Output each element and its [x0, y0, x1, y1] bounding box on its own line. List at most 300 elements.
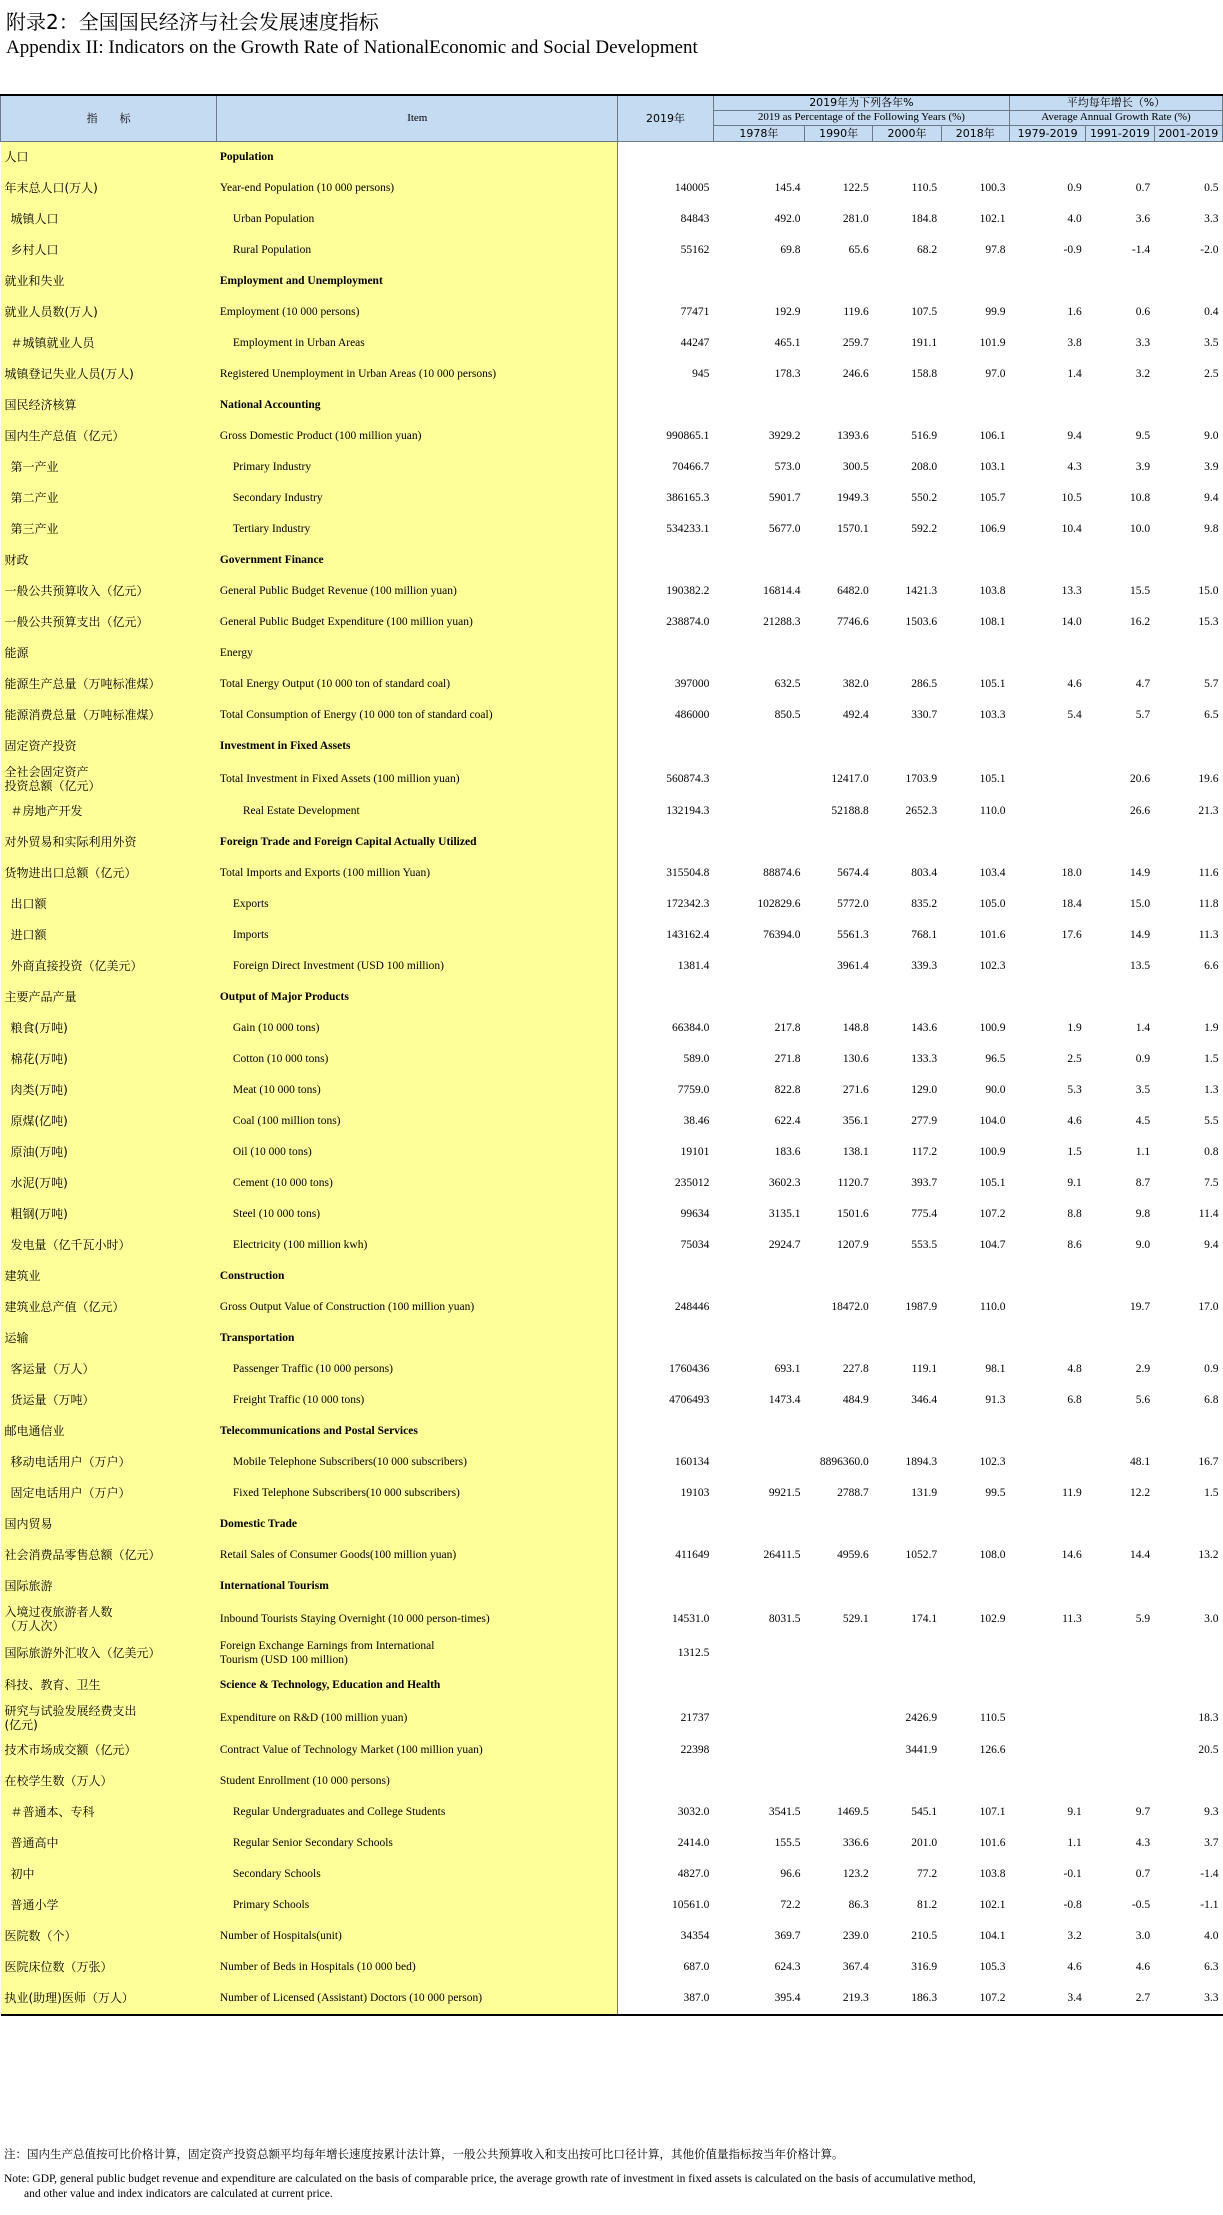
- indicator-en: Total Imports and Exports (100 million Yuan): [217, 858, 618, 889]
- value-cell: 1.1: [1067, 1837, 1082, 1849]
- value-cell: 70466.7: [672, 461, 710, 473]
- value-cell: 3.9: [1204, 461, 1219, 473]
- value-cell: 217.8: [774, 1022, 801, 1034]
- value-cell: 148.8: [842, 1022, 869, 1034]
- value-cell: 1.4: [1067, 368, 1082, 380]
- indicator-en: Telecommunications and Postal Services: [217, 1416, 618, 1447]
- value-cell: [1009, 796, 1085, 827]
- table-row: [1, 1292, 1223, 1323]
- indicator-en: Registered Unemployment in Urban Areas (10 000 persons): [217, 359, 618, 390]
- value-cell: [618, 1416, 714, 1447]
- indicator-en: General Public Budget Revenue (100 million yuan): [217, 576, 618, 607]
- value-cell: 3.0: [1204, 1612, 1219, 1625]
- value-cell: 6482.0: [837, 585, 869, 597]
- indicator-cn: 初中: [1, 1859, 217, 1890]
- value-cell: 55162: [680, 244, 710, 256]
- value-cell: 105.3: [979, 1961, 1006, 1973]
- table-row: [1, 1199, 1223, 1230]
- value-cell: 3.5: [1204, 337, 1219, 349]
- value-cell: -2.0: [1200, 244, 1219, 256]
- value-cell: 19101: [680, 1146, 710, 1158]
- value-cell: 208.0: [911, 461, 938, 473]
- table-row: [1, 1766, 1223, 1797]
- value-cell: 97.8: [985, 244, 1006, 256]
- table-row: [1, 1602, 1223, 1636]
- value-cell: 6.6: [1204, 960, 1219, 972]
- header-group2-en: Average Annual Growth Rate (%): [1009, 110, 1222, 125]
- indicator-en: Population: [217, 141, 618, 173]
- value-cell: 3929.2: [768, 430, 801, 442]
- value-cell: 16.2: [1129, 616, 1151, 628]
- value-cell: [941, 1416, 1009, 1447]
- value-cell: 192.9: [774, 306, 801, 318]
- value-cell: 4.3: [1135, 1837, 1151, 1849]
- value-cell: [873, 1323, 941, 1354]
- value-cell: 8.8: [1067, 1208, 1082, 1220]
- value-cell: 2.5: [1204, 368, 1219, 380]
- value-cell: 624.3: [774, 1961, 801, 1973]
- header-indicator-cn: 指 标: [1, 95, 217, 141]
- value-cell: 2788.7: [837, 1487, 869, 1499]
- value-cell: 132194.3: [666, 805, 710, 817]
- value-cell: 72.2: [780, 1899, 801, 1911]
- value-cell: [1009, 141, 1085, 173]
- indicator-en: Total Investment in Fixed Assets (100 million yuan): [217, 762, 618, 796]
- value-cell: [1154, 1670, 1222, 1701]
- value-cell: [713, 1571, 804, 1602]
- indicator-en: Coal (100 million tons): [217, 1106, 618, 1137]
- value-cell: 465.1: [774, 337, 801, 349]
- indicator-cn: 发电量（亿千瓦小时）: [1, 1230, 217, 1261]
- value-cell: [941, 731, 1009, 762]
- table-row: [1, 1044, 1223, 1075]
- value-cell: [873, 1509, 941, 1540]
- value-cell: 9921.5: [768, 1487, 801, 1499]
- value-cell: 589.0: [683, 1053, 710, 1065]
- value-cell: 336.6: [842, 1837, 869, 1849]
- indicator-en: Freight Traffic (10 000 tons): [217, 1385, 618, 1416]
- indicator-cn: 国际旅游外汇收入（亿美元）: [1, 1636, 217, 1670]
- value-cell: -0.5: [1131, 1899, 1151, 1911]
- value-cell: [1154, 141, 1222, 173]
- indicator-cn: 运输: [1, 1323, 217, 1354]
- table-row: [1, 1828, 1223, 1859]
- indicator-cn: 移动电话用户（万户）: [1, 1447, 217, 1478]
- value-cell: 21737: [680, 1711, 710, 1724]
- indicator-en: Mobile Telephone Subscribers(10 000 subscribers): [217, 1447, 618, 1478]
- value-cell: 126.6: [979, 1744, 1006, 1756]
- value-cell: 96.5: [985, 1053, 1006, 1065]
- value-cell: 3.0: [1135, 1930, 1151, 1942]
- value-cell: [941, 141, 1009, 173]
- note-en-line1: Note: GDP, general public budget revenue and expenditure are calculated on the basis of comparable price, the average growth rate of investment in fixed assets is calculated on the basis of accumulative method,: [4, 2173, 976, 2185]
- value-cell: [804, 1323, 872, 1354]
- value-cell: [941, 1766, 1009, 1797]
- value-cell: 316.9: [911, 1961, 938, 1973]
- value-cell: 26.6: [1129, 805, 1151, 817]
- value-cell: 286.5: [911, 678, 938, 690]
- table-row: [1, 1983, 1223, 2015]
- value-cell: [1154, 1416, 1222, 1447]
- indicator-cn: 国民经济核算: [1, 390, 217, 421]
- indicator-en: Government Finance: [217, 545, 618, 576]
- value-cell: 3602.3: [768, 1177, 801, 1189]
- indicator-en: Investment in Fixed Assets: [217, 731, 618, 762]
- value-cell: [1009, 545, 1085, 576]
- value-cell: 99.5: [985, 1487, 1006, 1499]
- value-cell: [618, 390, 714, 421]
- value-cell: [1009, 266, 1085, 297]
- value-cell: 90.0: [985, 1084, 1006, 1096]
- value-cell: [1009, 1766, 1085, 1797]
- value-cell: -1.4: [1200, 1868, 1219, 1880]
- value-cell: [1009, 1670, 1085, 1701]
- value-cell: 172342.3: [666, 898, 710, 910]
- indicator-cn: 肉类(万吨): [1, 1075, 217, 1106]
- value-cell: 160134: [674, 1456, 710, 1468]
- value-cell: 238874.0: [666, 616, 710, 628]
- value-cell: 15.0: [1129, 898, 1151, 910]
- indicator-cn: 财政: [1, 545, 217, 576]
- value-cell: 1.9: [1204, 1022, 1219, 1034]
- value-cell: 330.7: [911, 709, 938, 721]
- indicator-cn: 入境过夜旅游者人数 （万人次）: [1, 1602, 217, 1636]
- value-cell: 2426.9: [905, 1711, 938, 1724]
- value-cell: 3.3: [1204, 213, 1219, 225]
- value-cell: [941, 1509, 1009, 1540]
- value-cell: [804, 1636, 872, 1670]
- value-cell: 4.0: [1067, 213, 1082, 225]
- table-row: [1, 1670, 1223, 1701]
- value-cell: [941, 545, 1009, 576]
- value-cell: 9.8: [1135, 1208, 1151, 1220]
- table-row: [1, 731, 1223, 762]
- value-cell: 5.7: [1135, 709, 1151, 721]
- indicator-en: Real Estate Development: [217, 796, 618, 827]
- value-cell: 38.46: [683, 1115, 710, 1127]
- indicator-en: Regular Senior Secondary Schools: [217, 1828, 618, 1859]
- indicator-cn: 能源消费总量（万吨标准煤）: [1, 700, 217, 731]
- value-cell: 76394.0: [763, 929, 801, 941]
- indicator-cn: 对外贸易和实际利用外资: [1, 827, 217, 858]
- value-cell: [1154, 1766, 1222, 1797]
- value-cell: 52188.8: [831, 805, 869, 817]
- value-cell: 10.0: [1129, 523, 1151, 535]
- value-cell: 107.2: [941, 1983, 1009, 2015]
- value-cell: 10.4: [1061, 523, 1082, 535]
- value-cell: 18.3: [1198, 1711, 1219, 1724]
- value-cell: [873, 141, 941, 173]
- indicator-cn: 执业(助理)医师（万人）: [1, 1983, 217, 2015]
- indicator-en: Employment and Unemployment: [217, 266, 618, 297]
- table-row: [1, 1509, 1223, 1540]
- value-cell: 0.6: [1135, 306, 1151, 318]
- value-cell: 9.1: [1067, 1177, 1082, 1189]
- value-cell: 4.6: [1067, 1115, 1082, 1127]
- value-cell: [804, 1509, 872, 1540]
- value-cell: [1154, 1261, 1222, 1292]
- table-row: [1, 607, 1223, 638]
- header-sub-5: 1991-2019: [1086, 125, 1154, 141]
- table-row: [1, 1168, 1223, 1199]
- table-row: [1, 204, 1223, 235]
- value-cell: 14.9: [1129, 867, 1151, 879]
- value-cell: 13.5: [1129, 960, 1151, 972]
- value-cell: [618, 1509, 714, 1540]
- value-cell: 8031.5: [768, 1612, 801, 1625]
- value-cell: 10561.0: [672, 1899, 710, 1911]
- value-cell: [873, 1261, 941, 1292]
- value-cell: 11.8: [1198, 898, 1219, 910]
- value-cell: 10.8: [1129, 492, 1151, 504]
- value-cell: 492.4: [842, 709, 869, 721]
- value-cell: 9.4: [1067, 430, 1082, 442]
- value-cell: 107.2: [979, 1208, 1006, 1220]
- value-cell: 103.1: [979, 461, 1006, 473]
- value-cell: 1.1: [1135, 1146, 1151, 1158]
- value-cell: [713, 1701, 804, 1735]
- value-cell: [1154, 827, 1222, 858]
- value-cell: [713, 827, 804, 858]
- table-row: [1, 762, 1223, 796]
- table-row: [1, 1137, 1223, 1168]
- indicator-en: Number of Beds in Hospitals (10 000 bed): [217, 1952, 618, 1983]
- indicator-cn: 普通高中: [1, 1828, 217, 1859]
- value-cell: 1421.3: [905, 585, 938, 597]
- value-cell: 104.1: [979, 1930, 1006, 1942]
- table-row: [1, 827, 1223, 858]
- indicator-en: Employment in Urban Areas: [217, 328, 618, 359]
- value-cell: [618, 1323, 714, 1354]
- value-cell: [1009, 1323, 1085, 1354]
- value-cell: -0.1: [1063, 1868, 1082, 1880]
- value-cell: [804, 545, 872, 576]
- value-cell: 850.5: [774, 709, 801, 721]
- value-cell: 768.1: [911, 929, 938, 941]
- value-cell: 0.7: [1135, 1868, 1151, 1880]
- value-cell: 106.1: [979, 430, 1006, 442]
- value-cell: 11.4: [1198, 1208, 1219, 1220]
- value-cell: 122.5: [842, 182, 869, 194]
- value-cell: [804, 141, 872, 173]
- value-cell: 1760436: [669, 1363, 710, 1375]
- value-cell: 102.3: [979, 960, 1006, 972]
- value-cell: [804, 638, 872, 669]
- value-cell: 271.8: [774, 1053, 801, 1065]
- value-cell: 1.5: [1204, 1053, 1219, 1065]
- value-cell: 107.5: [911, 306, 938, 318]
- value-cell: 5561.3: [837, 929, 869, 941]
- value-cell: 97.0: [985, 368, 1006, 380]
- value-cell: 1469.5: [837, 1806, 869, 1818]
- table-row: [1, 1106, 1223, 1137]
- indicator-en: Steel (10 000 tons): [217, 1199, 618, 1230]
- value-cell: [713, 545, 804, 576]
- note-cn: 注：国内生产总值按可比价格计算，固定资产投资总额平均每年增长速度按累计法计算，一般公共预算收入和支出按可比口径计算，其他价值量指标按当年价格计算。: [4, 2147, 844, 2161]
- value-cell: 369.7: [774, 1930, 801, 1942]
- table-row: [1, 1261, 1223, 1292]
- value-cell: 104.0: [979, 1115, 1006, 1127]
- value-cell: [941, 1636, 1009, 1670]
- value-cell: 277.9: [911, 1115, 938, 1127]
- value-cell: [941, 1261, 1009, 1292]
- value-cell: [804, 1416, 872, 1447]
- indicator-cn: 城镇登记失业人员(万人): [1, 359, 217, 390]
- indicator-en: Primary Schools: [217, 1890, 618, 1921]
- table-row: [1, 545, 1223, 576]
- value-cell: [1009, 1292, 1085, 1323]
- value-cell: 103.4: [979, 867, 1006, 879]
- indicator-en: Exports: [217, 889, 618, 920]
- value-cell: 11.9: [1062, 1487, 1082, 1499]
- value-cell: 4827.0: [677, 1868, 710, 1880]
- value-cell: 1120.7: [837, 1177, 869, 1189]
- value-cell: 3.2: [1135, 368, 1151, 380]
- value-cell: [713, 951, 804, 982]
- indicator-cn: ＃城镇就业人员: [1, 328, 217, 359]
- value-cell: 13.2: [1198, 1549, 1219, 1561]
- value-cell: [1086, 1766, 1154, 1797]
- value-cell: 16814.4: [763, 585, 801, 597]
- value-cell: [873, 1766, 941, 1797]
- value-cell: 382.0: [842, 678, 869, 690]
- value-cell: [1086, 982, 1154, 1013]
- value-cell: 0.7: [1135, 182, 1151, 194]
- value-cell: 66384.0: [672, 1022, 710, 1034]
- value-cell: 622.4: [774, 1115, 801, 1127]
- value-cell: 5901.7: [768, 492, 801, 504]
- indicator-cn: 能源生产总量（万吨标准煤）: [1, 669, 217, 700]
- value-cell: 6.3: [1204, 1961, 1219, 1973]
- table-row: [1, 266, 1223, 297]
- indicator-en: General Public Budget Expenditure (100 million yuan): [217, 607, 618, 638]
- value-cell: [1086, 545, 1154, 576]
- value-cell: [1009, 1701, 1085, 1735]
- value-cell: 26411.5: [763, 1549, 801, 1561]
- value-cell: 300.5: [842, 461, 869, 473]
- value-cell: [804, 1571, 872, 1602]
- value-cell: 3.6: [1135, 213, 1151, 225]
- value-cell: 1052.7: [905, 1549, 938, 1561]
- value-cell: 174.1: [911, 1612, 938, 1625]
- indicator-en: Fixed Telephone Subscribers(10 000 subscribers): [217, 1478, 618, 1509]
- indicator-cn: 粮食(万吨): [1, 1013, 217, 1044]
- value-cell: 158.8: [911, 368, 938, 380]
- indicator-en: Retail Sales of Consumer Goods(100 million yuan): [217, 1540, 618, 1571]
- table-row: [1, 1571, 1223, 1602]
- value-cell: 3.8: [1067, 337, 1082, 349]
- header-year: 2019年: [618, 95, 714, 141]
- value-cell: 534233.1: [666, 523, 710, 535]
- value-cell: 100.3: [979, 182, 1006, 194]
- header-sub-1: 1990年: [804, 125, 872, 141]
- value-cell: 19.6: [1198, 772, 1219, 785]
- value-cell: [1154, 1636, 1222, 1670]
- value-cell: 693.1: [774, 1363, 801, 1375]
- value-cell: 12417.0: [831, 772, 869, 785]
- value-cell: 4706493: [669, 1394, 710, 1406]
- value-cell: [1086, 638, 1154, 669]
- value-cell: [941, 638, 1009, 669]
- value-cell: [873, 1670, 941, 1701]
- value-cell: 178.3: [774, 368, 801, 380]
- value-cell: 20.5: [1198, 1744, 1219, 1756]
- table-row: [1, 421, 1223, 452]
- value-cell: [873, 638, 941, 669]
- value-cell: 103.8: [979, 1868, 1006, 1880]
- value-cell: 592.2: [911, 523, 938, 535]
- value-cell: 3.5: [1135, 1084, 1151, 1096]
- value-cell: 529.1: [842, 1612, 869, 1625]
- indicator-cn: 医院床位数（万张）: [1, 1952, 217, 1983]
- indicator-en: Urban Population: [217, 204, 618, 235]
- value-cell: 259.7: [842, 337, 869, 349]
- value-cell: 21.3: [1198, 805, 1219, 817]
- indicator-cn: 在校学生数（万人）: [1, 1766, 217, 1797]
- value-cell: [941, 390, 1009, 421]
- value-cell: 1894.3: [905, 1456, 938, 1468]
- indicator-en: Total Consumption of Energy (10 000 ton of standard coal): [217, 700, 618, 731]
- table-row: [1, 1478, 1223, 1509]
- value-cell: 239.0: [842, 1930, 869, 1942]
- value-cell: 105.1: [979, 1177, 1006, 1189]
- value-cell: 110.5: [980, 1711, 1006, 1724]
- indicator-cn: 一般公共预算收入（亿元）: [1, 576, 217, 607]
- value-cell: 553.5: [911, 1239, 938, 1251]
- value-cell: 0.4: [1204, 306, 1219, 318]
- value-cell: 18472.0: [831, 1301, 869, 1313]
- value-cell: 397000: [674, 678, 710, 690]
- value-cell: 184.8: [911, 213, 938, 225]
- header-group1-en: 2019 as Percentage of the Following Years (%): [713, 110, 1009, 125]
- value-cell: [1086, 1701, 1154, 1735]
- value-cell: 573.0: [774, 461, 801, 473]
- value-cell: 3.3: [1154, 1983, 1222, 2015]
- indicator-en: Foreign Trade and Foreign Capital Actually Utilized: [217, 827, 618, 858]
- value-cell: 108.0: [979, 1549, 1006, 1561]
- value-cell: 1.3: [1204, 1084, 1219, 1096]
- value-cell: 356.1: [842, 1115, 869, 1127]
- table-row: [1, 297, 1223, 328]
- value-cell: 105.7: [979, 492, 1006, 504]
- indicator-en: Inbound Tourists Staying Overnight (10 000 person-times): [217, 1602, 618, 1636]
- indicator-en: Student Enrollment (10 000 persons): [217, 1766, 618, 1797]
- table-row: [1, 483, 1223, 514]
- value-cell: 9.5: [1135, 430, 1151, 442]
- indicator-cn: 第二产业: [1, 483, 217, 514]
- value-cell: 14.4: [1129, 1549, 1151, 1561]
- value-cell: 803.4: [911, 867, 938, 879]
- value-cell: 16.7: [1198, 1456, 1219, 1468]
- value-cell: 484.9: [842, 1394, 869, 1406]
- value-cell: 105.1: [979, 678, 1006, 690]
- value-cell: [873, 1636, 941, 1670]
- value-cell: 3.9: [1135, 461, 1151, 473]
- indicator-cn: 原煤(亿吨): [1, 1106, 217, 1137]
- indicator-en: Expenditure on R&D (100 million yuan): [217, 1701, 618, 1735]
- value-cell: 6.5: [1204, 709, 1219, 721]
- value-cell: [1009, 731, 1085, 762]
- indicator-en: Tertiary Industry: [217, 514, 618, 545]
- value-cell: [804, 731, 872, 762]
- value-cell: 4.6: [1067, 1961, 1082, 1973]
- value-cell: 5.7: [1204, 678, 1219, 690]
- indicator-cn: 建筑业: [1, 1261, 217, 1292]
- value-cell: 143.6: [911, 1022, 938, 1034]
- value-cell: [713, 638, 804, 669]
- value-cell: 2924.7: [768, 1239, 801, 1251]
- table-row: [1, 452, 1223, 483]
